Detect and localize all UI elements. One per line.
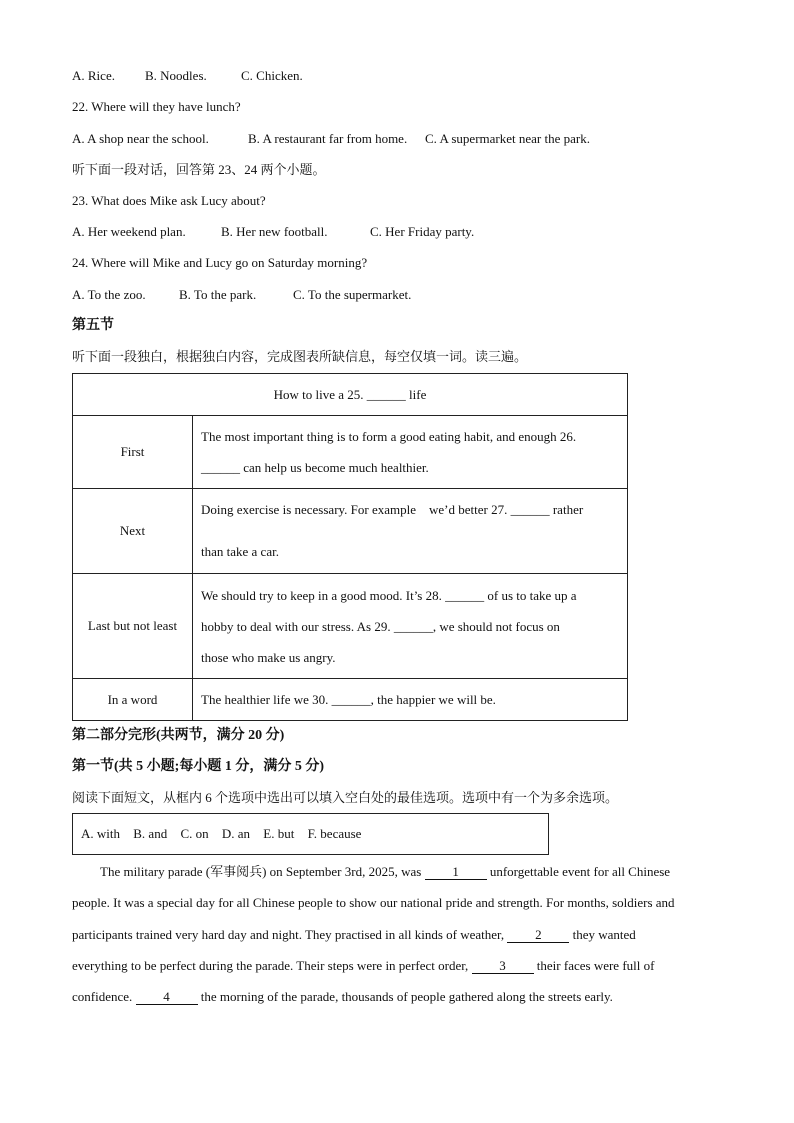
table-row [73, 416, 628, 489]
table-row [73, 679, 628, 721]
word-options-box [72, 813, 549, 855]
dialog-instruction: 听下面一段对话，回答第 23、24 两个小题。 [72, 162, 326, 177]
table-row-label: In a word [73, 679, 193, 721]
q22-option-a: A. A shop near the school. [72, 131, 209, 146]
q23-question: 23. What does Mike ask Lucy about? [72, 193, 266, 208]
table-row-content: Doing exercise is necessary. For example we’d better 27. ______ rather than take a car. [193, 489, 628, 574]
table-row-label: Last but not least [73, 574, 193, 679]
q24-options [72, 287, 411, 303]
word-option: F. because [307, 826, 362, 841]
part2-section1-heading: 第一节(共 5 小题;每小题 1 分，满分 5 分) [72, 759, 324, 774]
word-option: E. but [263, 826, 295, 841]
q22-option-b: B. A restaurant far from home. [248, 131, 408, 146]
q24-option-a: A. To the zoo. [72, 287, 146, 302]
word-option: C. on [180, 826, 209, 841]
table-row [73, 574, 628, 679]
word-option: A. with [81, 826, 120, 841]
table-row-label: Next [73, 489, 193, 574]
q21-option-a: A. Rice. [72, 68, 115, 83]
q23-option-c: C. Her Friday party. [370, 224, 475, 239]
table-row [73, 489, 628, 574]
table-row-label: First [73, 416, 193, 489]
section5-heading: 第五节 [72, 318, 114, 333]
word-option: D. an [221, 826, 251, 841]
passage-line: everything to be perfect during the parade. Their steps were in perfect order, 3 their faces were full of [72, 958, 655, 973]
q21-option-b: B. Noodles. [145, 68, 207, 83]
table-row-content: We should try to keep in a good mood. It’s 28. ______ of us to take up a hobby to deal with our stress. As 29. ______, we should not focus on those who make us angry. [193, 574, 628, 679]
section5-instruction: 听下面一段独白，根据独白内容，完成图表所缺信息，每空仅填一词。读三遍。 [72, 349, 528, 364]
passage-line: The military parade (军事阅兵) on September 3rd, 2025, was 1 unforgettable event for all Chinese [100, 864, 671, 879]
q22-options [72, 131, 590, 147]
table-row-content: The healthier life we 30. ______, the happier we will be. [193, 679, 628, 721]
passage-line: confidence. 4 the morning of the parade, thousands of people gathered along the streets early. [72, 989, 613, 1004]
word-option: B. and [133, 826, 168, 841]
passage-line: people. It was a special day for all Chinese people to show our national pride and strength. For months, soldiers and [72, 895, 675, 910]
blank-4: 4 [136, 990, 198, 1005]
q24-option-b: B. To the park. [179, 287, 257, 302]
part2-heading: 第二部分完形(共两节，满分 20 分) [72, 728, 285, 743]
info-table [72, 373, 628, 721]
blank-1: 1 [425, 865, 487, 880]
passage-line: participants trained very hard day and night. They practised in all kinds of weather, 2 they wanted [72, 927, 636, 942]
table-title: How to live a 25. ______ life [73, 374, 628, 416]
part2-instruction: 阅读下面短文，从框内 6 个选项中选出可以填入空白处的最佳选项。选项中有一个为多余选项。 [72, 790, 619, 805]
q24-option-c: C. To the supermarket. [293, 287, 412, 302]
q21-options [72, 68, 303, 84]
q22-option-c: C. A supermarket near the park. [425, 131, 590, 146]
table-title-row [73, 374, 628, 416]
blank-3: 3 [472, 959, 534, 974]
q24-question: 24. Where will Mike and Lucy go on Saturday morning? [72, 255, 368, 270]
blank-2: 2 [507, 928, 569, 943]
q23-options [72, 224, 474, 240]
q23-option-b: B. Her new football. [221, 224, 328, 239]
table-row-content: The most important thing is to form a good eating habit, and enough 26. ______ can help us become much healthier. [193, 416, 628, 489]
q21-option-c: C. Chicken. [241, 68, 303, 83]
q23-option-a: A. Her weekend plan. [72, 224, 186, 239]
q22-question: 22. Where will they have lunch? [72, 99, 241, 114]
